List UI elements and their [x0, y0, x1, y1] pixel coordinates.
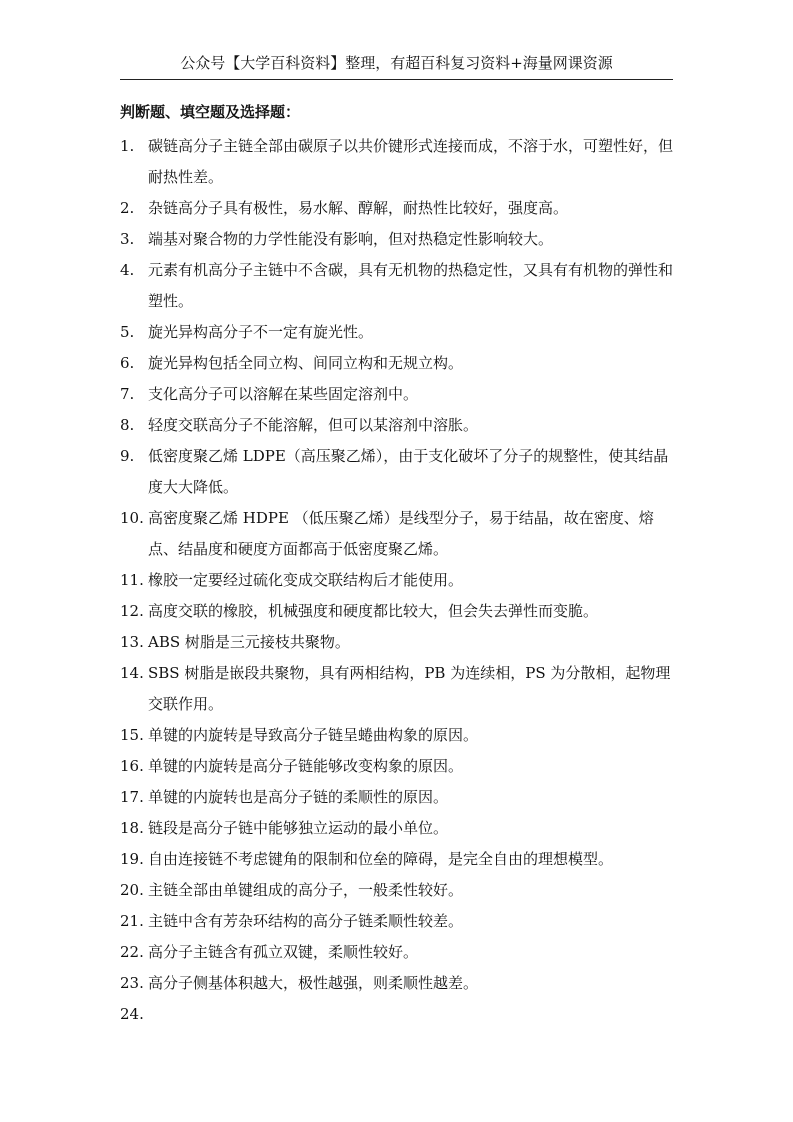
question-text: 自由连接链不考虑键角的限制和位垒的障碍，是完全自由的理想模型。 — [148, 850, 614, 868]
question-text: 单键的内旋转也是高分子链的柔顺性的原因。 — [148, 788, 449, 806]
question-number: 7. — [120, 385, 135, 403]
question-text: 旋光异构包括全同立构、间同立构和无规立构。 — [148, 354, 464, 372]
question-item-3 — [120, 224, 673, 255]
question-text: 旋光异构高分子不一定有旋光性。 — [148, 323, 374, 341]
question-number: 18. — [120, 819, 144, 837]
question-item-17 — [120, 782, 673, 813]
question-item-16 — [120, 751, 673, 782]
question-number: 15. — [120, 726, 144, 744]
question-item-11 — [120, 565, 673, 596]
question-number: 12. — [120, 602, 144, 620]
question-item-14 — [120, 658, 673, 720]
question-item-2 — [120, 193, 673, 224]
question-number: 11. — [120, 571, 144, 589]
question-text: 高分子侧基体积越大，极性越强，则柔顺性越差。 — [148, 974, 479, 992]
question-item-20 — [120, 875, 673, 906]
section-title: 判断题、填空题及选择题： — [120, 103, 301, 121]
question-item-9 — [120, 441, 673, 503]
question-item-1 — [120, 131, 673, 193]
question-item-23 — [120, 968, 673, 999]
question-number: 6. — [120, 354, 135, 372]
question-text: 单键的内旋转是导致高分子链呈蜷曲构象的原因。 — [148, 726, 479, 744]
question-text: 低密度聚乙烯 LDPE（高压聚乙烯），由于支化破坏了分子的规整性，使其结晶度大大降低。 — [148, 447, 669, 496]
question-text: 高密度聚乙烯 HDPE （低压聚乙烯）是线型分子，易于结晶，故在密度、熔点、结晶度和硬度方面都高于低密度聚乙烯。 — [148, 509, 654, 558]
question-number: 21. — [120, 912, 144, 930]
question-text: 高分子主链含有孤立双键，柔顺性较好。 — [148, 943, 419, 961]
question-text: ABS 树脂是三元接枝共聚物。 — [148, 633, 350, 651]
question-text: SBS 树脂是嵌段共聚物，具有两相结构，PB 为连续相，PS 为分散相，起物理交联作用。 — [148, 664, 671, 713]
question-item-4 — [120, 255, 673, 317]
question-number: 2. — [120, 199, 135, 217]
question-text — [148, 999, 673, 1030]
question-number: 9. — [120, 447, 135, 465]
question-number: 17. — [120, 788, 144, 806]
question-item-22 — [120, 937, 673, 968]
question-text: 链段是高分子链中能够独立运动的最小单位。 — [148, 819, 449, 837]
question-number: 23. — [120, 974, 144, 992]
question-number: 13. — [120, 633, 144, 651]
question-number: 5. — [120, 323, 135, 341]
question-item-19 — [120, 844, 673, 875]
question-number: 4. — [120, 261, 135, 279]
question-text: 高度交联的橡胶，机械强度和硬度都比较大，但会失去弹性而变脆。 — [148, 602, 599, 620]
question-item-7 — [120, 379, 673, 410]
question-number: 1. — [120, 137, 135, 155]
question-text: 单键的内旋转是高分子链能够改变构象的原因。 — [148, 757, 464, 775]
question-text: 元素有机高分子主链中不含碳，具有无机物的热稳定性，又具有有机物的弹性和塑性。 — [148, 261, 674, 310]
question-number: 24. — [120, 1005, 144, 1023]
question-text: 主链中含有芳杂环结构的高分子链柔顺性较差。 — [148, 912, 464, 930]
question-number: 8. — [120, 416, 135, 434]
question-text: 碳链高分子主链全部由碳原子以共价键形式连接而成，不溶于水，可塑性好，但耐热性差。 — [148, 137, 674, 186]
question-item-6 — [120, 348, 673, 379]
question-item-10 — [120, 503, 673, 565]
question-text: 支化高分子可以溶解在某些固定溶剂中。 — [148, 385, 419, 403]
question-text: 主链全部由单键组成的高分子，一般柔性较好。 — [148, 881, 464, 899]
question-list — [120, 131, 673, 1030]
question-item-21 — [120, 906, 673, 937]
question-item-15 — [120, 720, 673, 751]
question-item-5 — [120, 317, 673, 348]
question-number: 20. — [120, 881, 144, 899]
page-header: 公众号【大学百科资料】整理，有超百科复习资料+海量网课资源 — [180, 54, 613, 72]
question-text: 橡胶一定要经过硫化变成交联结构后才能使用。 — [148, 571, 464, 589]
question-number: 3. — [120, 230, 135, 248]
question-number: 16. — [120, 757, 144, 775]
question-number: 14. — [120, 664, 144, 682]
question-item-13 — [120, 627, 673, 658]
question-item-8 — [120, 410, 673, 441]
question-item-12 — [120, 596, 673, 627]
question-number: 22. — [120, 943, 144, 961]
question-text: 端基对聚合物的力学性能没有影响，但对热稳定性影响较大。 — [148, 230, 554, 248]
question-number: 19. — [120, 850, 144, 868]
question-item-24 — [120, 999, 673, 1030]
question-number: 10. — [120, 509, 144, 527]
header-divider — [120, 79, 673, 80]
question-item-18 — [120, 813, 673, 844]
question-text: 轻度交联高分子不能溶解，但可以某溶剂中溶胀。 — [148, 416, 479, 434]
question-text: 杂链高分子具有极性，易水解、醇解，耐热性比较好，强度高。 — [148, 199, 569, 217]
